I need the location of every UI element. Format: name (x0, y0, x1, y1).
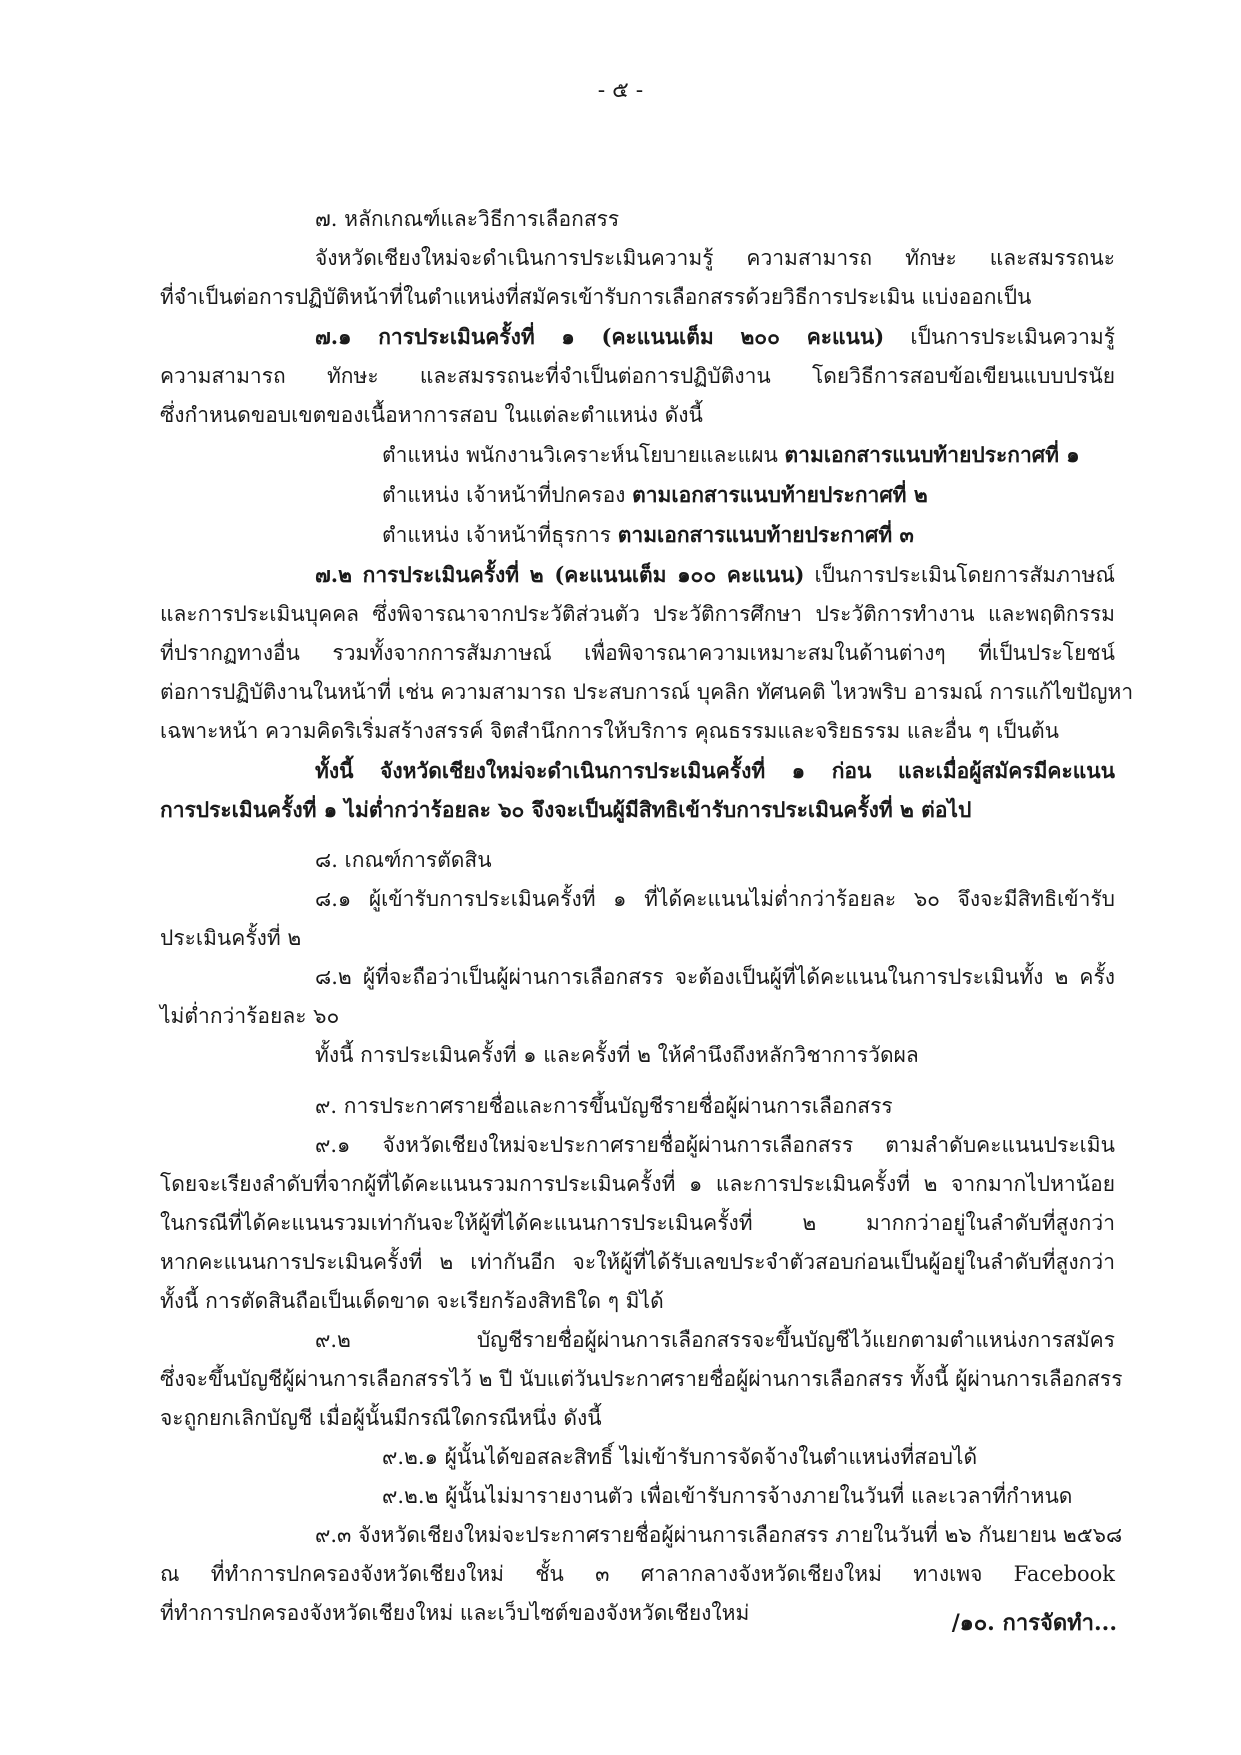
section-9-heading: ๙. การประกาศรายชื่อและการขึ้นบัญชีรายชื่อผู้ผ่านการเลือกสรร (315, 1094, 893, 1118)
s9-1-line-5: ทั้งนี้ การตัดสินถือเป็นเด็ดขาด จะเรียกร้องสิทธิใด ๆ มิได้ (160, 1289, 664, 1313)
page-number: - ๕ - (597, 78, 644, 103)
s9-2-line-1: ๙.๒ บัญชีรายชื่อผู้ผ่านการเลือกสรรจะขึ้นบัญชีไว้แยกตามตำแหน่งการสมัคร (315, 1328, 1115, 1352)
continued-marker: /๑๐. การจัดทำ... (951, 1610, 1117, 1636)
s7-2-line-2: และการประเมินบุคคล ซึ่งพิจารณาจากประวัติส่วนตัว ประวัติการศึกษา ประวัติการทำงาน และพฤติกรรม (160, 602, 1115, 626)
s9-3-line-2: ณ ที่ทำการปกครองจังหวัดเชียงใหม่ ชั้น ๓ ศาลากลางจังหวัดเชียงใหม่ ทางเพจ Facebook (160, 1562, 1115, 1586)
s7-note-line-1: ทั้งนี้ จังหวัดเชียงใหม่จะดำเนินการประเมินครั้งที่ ๑ ก่อน และเมื่อผู้สมัครมีคะแนน (315, 758, 1115, 783)
s8-2-line-2: ไม่ต่ำกว่าร้อยละ ๖๐ (160, 1004, 340, 1028)
s9-3-line-3: ที่ทำการปกครองจังหวัดเชียงใหม่ และเว็บไซต์ของจังหวัดเชียงใหม่ (160, 1601, 750, 1625)
s7-intro-line-1: จังหวัดเชียงใหม่จะดำเนินการประเมินความรู้ ความสามารถ ทักษะ และสมรรถนะ (315, 246, 1115, 270)
s7-1-line-3: ซึ่งกำหนดขอบเขตของเนื้อหาการสอบ ในแต่ละตำแหน่ง ดังนี้ (160, 403, 703, 427)
position-3-name: ตำแหน่ง เจ้าหน้าที่ธุรการ (382, 523, 618, 547)
s7-2-line-1 (160, 555, 1115, 595)
position-1-name: ตำแหน่ง พนักงานวิเคราะห์นโยบายและแผน (382, 443, 785, 467)
s9-1-line-3: ในกรณีที่ได้คะแนนรวมเท่ากันจะให้ผู้ที่ได้คะแนนการประเมินครั้งที่ ๒ มากกว่าอยู่ในลำดับที่สูงกว่า (160, 1211, 1115, 1235)
position-1-ref: ตามเอกสารแนบท้ายประกาศที่ ๑ (784, 442, 1080, 467)
s8-2-line-1: ๘.๒ ผู้ที่จะถือว่าเป็นผู้ผ่านการเลือกสรร จะต้องเป็นผู้ที่ได้คะแนนในการประเมินทั้ง ๒ ครั้ง (315, 965, 1115, 989)
s7-1-line-1 (160, 317, 1115, 357)
s9-1-line-4: หากคะแนนการประเมินครั้งที่ ๒ เท่ากันอีก จะให้ผู้ที่ได้รับเลขประจำตัวสอบก่อนเป็นผู้อยู่ในลำดับที่สูงกว่า (160, 1250, 1115, 1274)
s8-1-line-2: ประเมินครั้งที่ ๒ (160, 926, 302, 950)
s9-1-line-2: โดยจะเรียงลำดับที่จากผู้ที่ได้คะแนนรวมการประเมินครั้งที่ ๑ และการประเมินครั้งที่ ๒ จากมากไปหาน้อย (160, 1172, 1115, 1196)
s9-2-1: ๙.๒.๑ ผู้นั้นได้ขอสละสิทธิ์ ไม่เข้ารับการจัดจ้างในตำแหน่งที่สอบได้ (382, 1445, 978, 1469)
s9-3-line-1: ๙.๓ จังหวัดเชียงใหม่จะประกาศรายชื่อผู้ผ่านการเลือกสรร ภายในวันที่ ๒๖ กันยายน ๒๕๖๘ (315, 1523, 1123, 1547)
position-3-ref: ตามเอกสารแนบท้ายประกาศที่ ๓ (617, 522, 914, 547)
s7-1-title: ๗.๑ การประเมินครั้งที่ ๑ (คะแนนเต็ม ๒๐๐ คะแนน) (315, 324, 885, 349)
position-2-name: ตำแหน่ง เจ้าหน้าที่ปกครอง (382, 483, 633, 507)
s7-2-line-5: เฉพาะหน้า ความคิดริเริ่มสร้างสรรค์ จิตสำนึกการให้บริการ คุณธรรมและจริยธรรม และอื่น ๆ เป็นต้น (160, 719, 1059, 743)
s7-1-line-2: ความสามารถ ทักษะ และสมรรถนะที่จำเป็นต่อการปฏิบัติงาน โดยวิธีการสอบข้อเขียนแบบปรนัย (160, 364, 1115, 388)
position-2-ref: ตามเอกสารแนบท้ายประกาศที่ ๒ (632, 482, 928, 507)
s7-note-line-2: การประเมินครั้งที่ ๑ ไม่ต่ำกว่าร้อยละ ๖๐ จึงจะเป็นผู้มีสิทธิเข้ารับการประเมินครั้งที่ ๒ ต่อไป (160, 797, 972, 822)
s7-intro-line-2: ที่จำเป็นต่อการปฏิบัติหน้าที่ในตำแหน่งที่สมัครเข้ารับการเลือกสรรด้วยวิธีการประเมิน แบ่งออกเป็น (160, 285, 1032, 309)
s7-2-title: ๗.๒ การประเมินครั้งที่ ๒ (คะแนนเต็ม ๑๐๐ คะแนน) (315, 562, 805, 587)
position-2 (160, 475, 1115, 515)
s7-1-rest: เป็นการประเมินความรู้ (884, 325, 1115, 349)
s9-2-line-2: ซึ่งจะขึ้นบัญชีผู้ผ่านการเลือกสรรไว้ ๒ ปี นับแต่วันประกาศรายชื่อผู้ผ่านการเลือกสรร ทั้งนี้ ผู้ผ่านการเลือกสรร (160, 1367, 1123, 1391)
position-3 (160, 515, 1115, 555)
section-8-heading: ๘. เกณฑ์การตัดสิน (315, 848, 492, 872)
position-1 (160, 435, 1115, 475)
s9-1-line-1: ๙.๑ จังหวัดเชียงใหม่จะประกาศรายชื่อผู้ผ่านการเลือกสรร ตามลำดับคะแนนประเมิน (315, 1133, 1115, 1157)
s9-2-2: ๙.๒.๒ ผู้นั้นไม่มารายงานตัว เพื่อเข้ารับการจ้างภายในวันที่ และเวลาที่กำหนด (382, 1484, 1073, 1508)
s7-2-rest: เป็นการประเมินโดยการสัมภาษณ์ (804, 563, 1115, 587)
s7-2-line-3: ที่ปรากฏทางอื่น รวมทั้งจากการสัมภาษณ์ เพื่อพิจารณาความเหมาะสมในด้านต่างๆ ที่เป็นประโยชน์ (160, 641, 1115, 665)
document-body (160, 200, 1134, 1633)
s8-note: ทั้งนี้ การประเมินครั้งที่ ๑ และครั้งที่ ๒ ให้คำนึงถึงหลักวิชาการวัดผล (315, 1043, 919, 1067)
section-7-heading: ๗. หลักเกณฑ์และวิธีการเลือกสรร (315, 207, 620, 231)
s7-2-line-4: ต่อการปฏิบัติงานในหน้าที่ เช่น ความสามารถ ประสบการณ์ บุคลิก ทัศนคติ ไหวพริบ อารมณ์ การแก้ไขปัญหา (160, 680, 1134, 704)
s8-1-line-1: ๘.๑ ผู้เข้ารับการประเมินครั้งที่ ๑ ที่ได้คะแนนไม่ต่ำกว่าร้อยละ ๖๐ จึงจะมีสิทธิเข้ารับ (315, 887, 1115, 911)
s9-2-line-3: จะถูกยกเลิกบัญชี เมื่อผู้นั้นมีกรณีใดกรณีหนึ่ง ดังนี้ (160, 1406, 602, 1430)
